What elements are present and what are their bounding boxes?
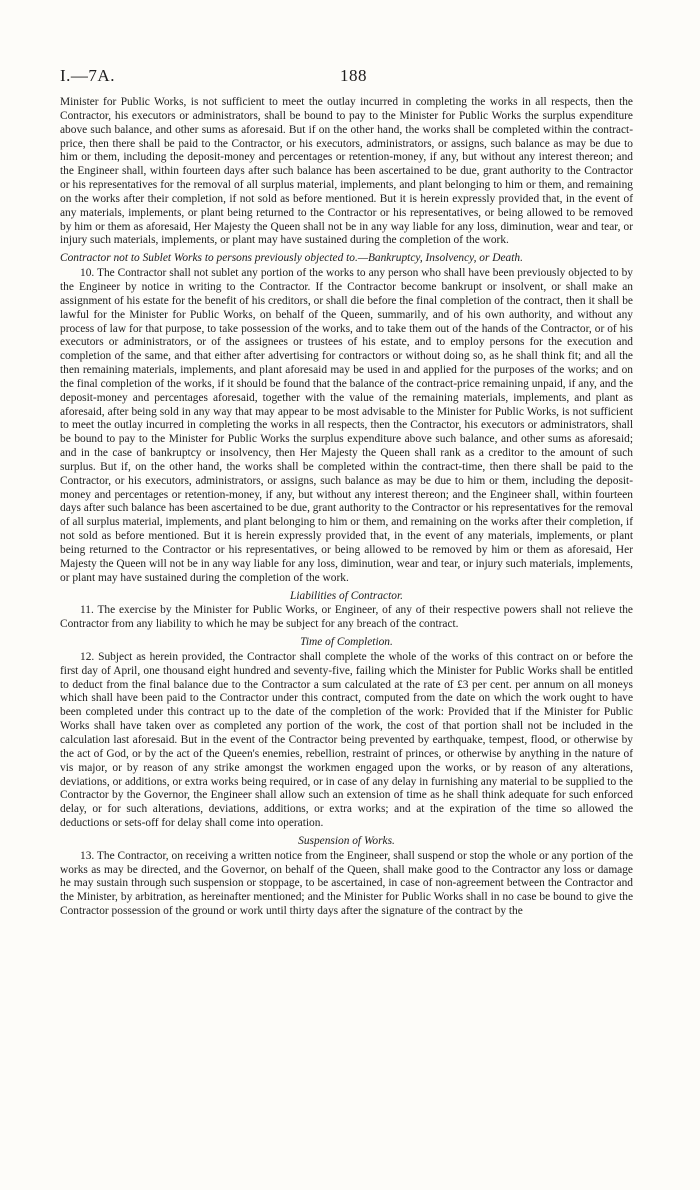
clause-12: 12. Subject as herein provided, the Contractor shall complete the whole of the works of this contract on or before the first day of April, one thousand eight hundred and seventy-five, failing which the Minister for Public Works shall be entitled to deduct from the final balance due to the Contractor a sum calculated at the rate of £3 per cent. per annum on all moneys which shall have been paid to the Contractor under this contract, computed from the date on which the work ought to have been completed under this contract up to the date of the completion of the work: Provided that if the Minister for Public Works shall have taken over as completed any portion of the work, the cost of that portion shall not be included in the calculation last aforesaid. But in the event of the Contractor being prevented by earthquake, tempest, flood, or otherwise by the act of God, or by the act of the Queen's enemies, rebellion, restraint of princes, or otherwise by anything in the nature of vis major, or by reason of any strike amongst the workmen engaged upon the works, or by reason of any alterations, deviations, or additions, or extra works being required, or in case of any delay in furnishing any material to be supplied to the Contractor by the Governor, the Engineer shall allow such an extension of time as he shall think adequate for such enforced delay, or for such alterations, deviations, additions, or extra works; and at the expiration of the time so allowed the deductions or sets-off for delay shall come into operation. xyxy=(60,650,633,830)
page-number: 188 xyxy=(340,66,367,85)
section-heading-11: Liabilities of Contractor. xyxy=(290,589,403,602)
section-heading-12: Time of Completion. xyxy=(300,636,393,649)
clause-10: 10. The Contractor shall not sublet any portion of the works to any person who shall have been previously objected to by the Engineer by notice in writing to the Contractor. If the Contractor become bankrupt or insolvent, or shall make an assignment of his estate for the benefit of his creditors, or shall die before the final completion of the contract, then it shall be lawful for the Minister for Public Works, on behalf of the Queen, summarily, and of his own authority, and without any process of law for that purpose, to take possession of the works, and to take them out of the hands of the Contractor, or of his executors or administrators, or of the assignees or trustees of his estate, and to employ persons for the execution and completion of the same, and that either after advertising for contractors or without doing so, as he shall think fit; and all the then remaining materials, implements, and plant aforesaid may be used in and applied for the purposes of the works; and on the final completion of the works, if it should be found that the balance of the contract-price remaining unpaid, if any, and the deposit-money and percentages aforesaid, together with the value of the remaining materials, implements, and plant as aforesaid, after being sold in any way that may appear to be most advisable to the Minister for Public Works, is not sufficient to meet the outlay incurred in completing the works in all respects, then the Contractor, his executors or administrators, shall be bound to pay to the Minister for Public Works the surplus expenditure above such balance, and other sums as aforesaid; and in the case of bankruptcy or insolvency, then Her Majesty the Queen shall rank as a creditor to the amount of such surplus. But if, on the other hand, the works shall be completed within the contract-time, then there shall be paid to the Contractor, or his executors, administrators, or assigns, such balance as may be due to him or them, including the deposit-money and percentages or retention-money, if any, but without any interest thereon; and the Engineer shall, within fourteen days after such balance has been ascertained to be due, grant authority to the Contractor or his representatives for the removal of all surplus material, implements, and plant belonging to him or them, and remaining on the works after their completion, if not sold as before mentioned. But it is herein expressly provided that, in the event of any materials, implements, or plant being returned to the Contractor or his representatives, or being allowed to be removed by him or them as aforesaid, Her Majesty the Queen will not be in any way liable for any loss, diminution, wear and tear, or injury such materials, implements, or plant may have sustained during the completion of the work. xyxy=(60,267,633,584)
page-header xyxy=(60,66,636,88)
clause-11: 11. The exercise by the Minister for Public Works, or Engineer, of any of their respective powers shall not relieve the Contractor from any liability to which he may be subject for any breach of the contract. xyxy=(60,604,633,631)
section-heading-10: Contractor not to Sublet Works to persons previously objected to.—Bankruptcy, Insolvency, or Death. xyxy=(60,252,523,265)
document-reference: I.—7A. xyxy=(60,66,115,85)
continued-paragraph: Minister for Public Works, is not sufficient to meet the outlay incurred in completing the works in all respects, then the Contractor, his executors or administrators, shall be bound to pay to the Minister for Public Works the surplus expenditure above such balance, and other sums as aforesaid. But if on the other hand, the works shall be completed within the contract-price, then there shall be paid to the Contractor, or his executors, administrators, or assigns, such balance as may be due to him or them, including the deposit-money and percentages or retention-money, if any, but without any interest thereon; and the Engineer shall, within fourteen days after such balance has been ascertained to be due, grant authority to the Contractor or his representatives for the removal of all surplus material, implements, and plant belonging to him or them, and remaining on the works after their completion, if not sold as before mentioned. But it is herein expressly provided that, in the event of any materials, implements, or plant being returned to the Contractor or his representatives, or being allowed to be removed by him or them as aforesaid, Her Majesty the Queen shall not be in any way liable for any loss, diminution, wear and tear, or injury such materials, implements, or plant may have sustained during the completion of the work. xyxy=(60,96,633,247)
document-body xyxy=(60,96,633,919)
clause-13: 13. The Contractor, on receiving a written notice from the Engineer, shall suspend or stop the whole or any portion of the works as may be directed, and the Governor, on behalf of the Queen, shall make good to the Contractor any loss or damage he may sustain through such suspension or stoppage, to be ascertained, in case of non-agreement between the Contractor and the Minister, by arbitration, as hereinafter mentioned; and the Minister for Public Works shall in no case be bound to give the Contractor possession of the ground or work until thirty days after the signature of the contract by the xyxy=(60,849,633,918)
section-heading-13: Suspension of Works. xyxy=(298,834,395,847)
